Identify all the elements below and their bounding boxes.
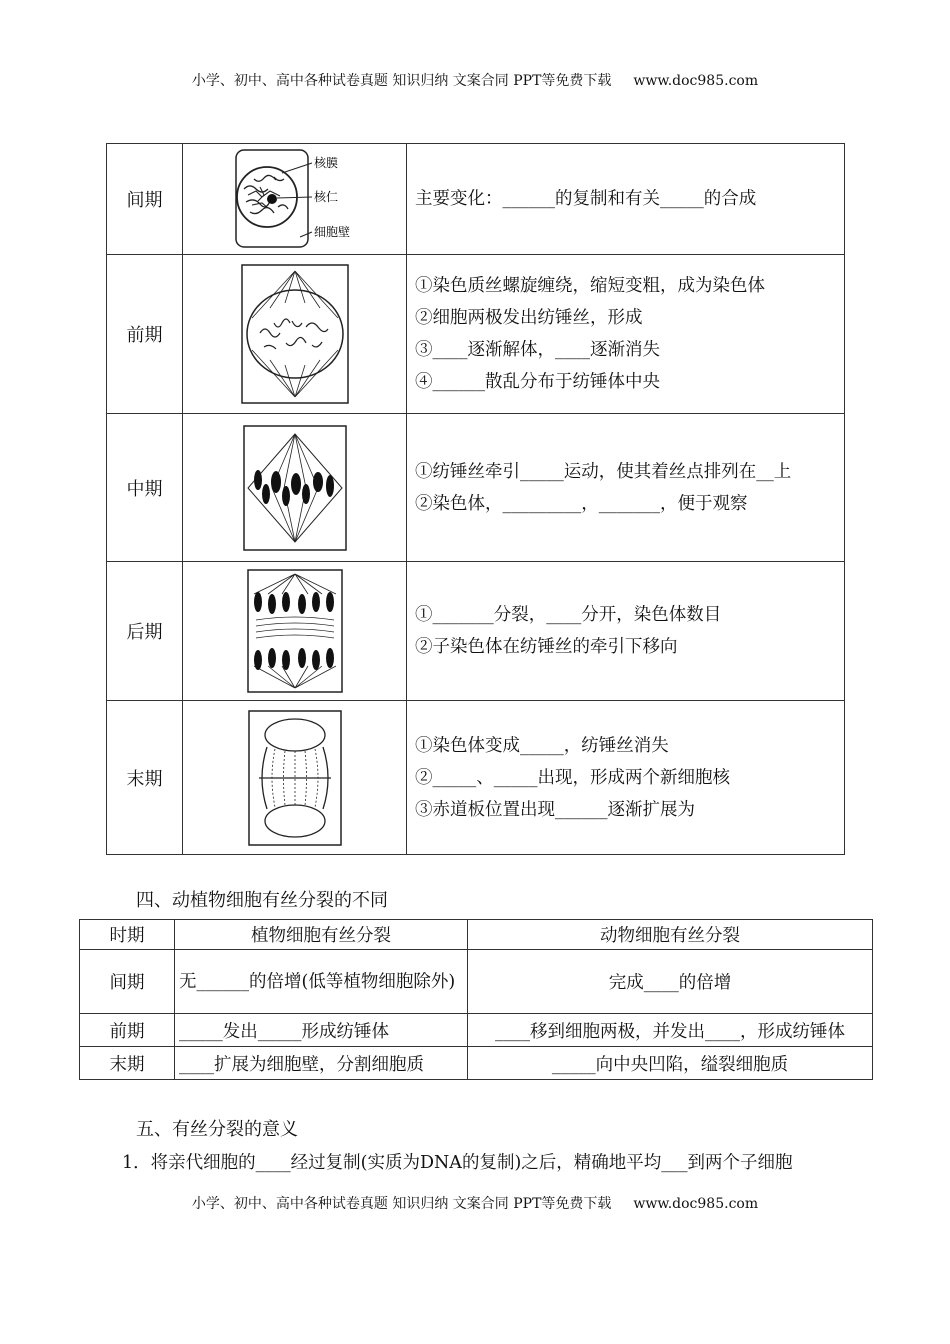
description-line: 主要变化：______的复制和有关_____的合成	[415, 189, 757, 209]
description-line: ②细胞两极发出纺锤丝，形成	[415, 308, 643, 328]
label-nucleolus: 核仁	[313, 190, 338, 204]
description-line: ①染色体变成_____，纺锤丝消失	[415, 735, 669, 756]
comparison-table	[79, 919, 873, 1080]
table-row	[80, 1014, 873, 1047]
table-row	[80, 1047, 873, 1080]
phase-description	[407, 255, 845, 414]
description-line: ①_______分裂，____分开，染色体数目	[415, 605, 722, 625]
description-line: ②子染色体在纺锤丝的牵引下移向	[415, 637, 678, 657]
table-cell: 完成____的倍增	[468, 950, 873, 1014]
metaphase-diagram	[183, 414, 407, 562]
phase-name: 间期	[107, 144, 183, 255]
anaphase-diagram	[183, 562, 407, 701]
label-nuclear-membrane: 核膜	[313, 156, 338, 170]
interphase-diagram	[183, 144, 407, 255]
label-cell-wall: 细胞壁	[313, 225, 350, 239]
description-line: ①纺锤丝牵引_____运动，使其着丝点排列在__上	[415, 461, 792, 482]
table-row	[107, 701, 845, 855]
table-row	[80, 950, 873, 1014]
footer-url: www.doc985.com	[633, 1196, 759, 1212]
section-title: 五、有丝分裂的意义	[136, 1119, 298, 1140]
phase-description	[407, 701, 845, 855]
section-title: 四、动植物细胞有丝分裂的不同	[136, 890, 388, 911]
table-cell: ____扩展为细胞壁，分割细胞质	[175, 1047, 468, 1080]
table-row	[107, 144, 845, 255]
description-line: ②染色体，_________，_______，便于观察	[415, 493, 748, 514]
table-cell: ____移到细胞两极，并发出____，形成纺锤体	[468, 1014, 873, 1047]
telophase-diagram	[183, 701, 407, 855]
footer-text: 小学、初中、高中各种试卷真题 知识归纳 文案合同 PPT等免费下载	[191, 1196, 612, 1212]
description-line: ②_____、_____出现，形成两个新细胞核	[415, 767, 730, 788]
paragraph: 1．将亲代细胞的____经过复制(实质为DNA的复制)之后，精确地平均___到两个子细胞	[122, 1153, 793, 1173]
header-text: 小学、初中、高中各种试卷真题 知识归纳 文案合同 PPT等免费下载	[191, 73, 612, 89]
table-row	[107, 414, 845, 562]
column-header: 植物细胞有丝分裂	[175, 920, 468, 950]
column-header: 时期	[80, 920, 175, 950]
description-line: ④______散乱分布于纺锤体中央	[415, 372, 660, 392]
table-cell: 前期	[80, 1014, 175, 1047]
description-line: ①染色质丝螺旋缠绕，缩短变粗，成为染色体	[415, 276, 765, 296]
table-cell: _____发出_____形成纺锤体	[175, 1014, 468, 1047]
page-footer	[0, 1193, 950, 1213]
table-row	[107, 255, 845, 414]
phase-table	[106, 143, 845, 855]
description-line: ③赤道板位置出现______逐渐扩展为	[415, 799, 695, 820]
table-row	[107, 562, 845, 701]
phase-name: 末期	[107, 701, 183, 855]
page-header	[0, 70, 950, 90]
prophase-diagram	[183, 255, 407, 414]
table-cell: _____向中央凹陷，缢裂细胞质	[468, 1047, 873, 1080]
column-header: 动物细胞有丝分裂	[468, 920, 873, 950]
phase-name: 中期	[107, 414, 183, 562]
header-url: www.doc985.com	[633, 73, 759, 89]
phase-description	[407, 414, 845, 562]
table-header-row	[80, 920, 873, 950]
phase-description	[407, 562, 845, 701]
phase-name: 后期	[107, 562, 183, 701]
table-cell: 末期	[80, 1047, 175, 1080]
phase-description	[407, 144, 845, 255]
description-line: ③____逐渐解体，____逐渐消失	[415, 340, 660, 360]
table-cell: 无______的倍增(低等植物细胞除外)	[175, 950, 468, 1014]
table-cell: 间期	[80, 950, 175, 1014]
phase-name: 前期	[107, 255, 183, 414]
